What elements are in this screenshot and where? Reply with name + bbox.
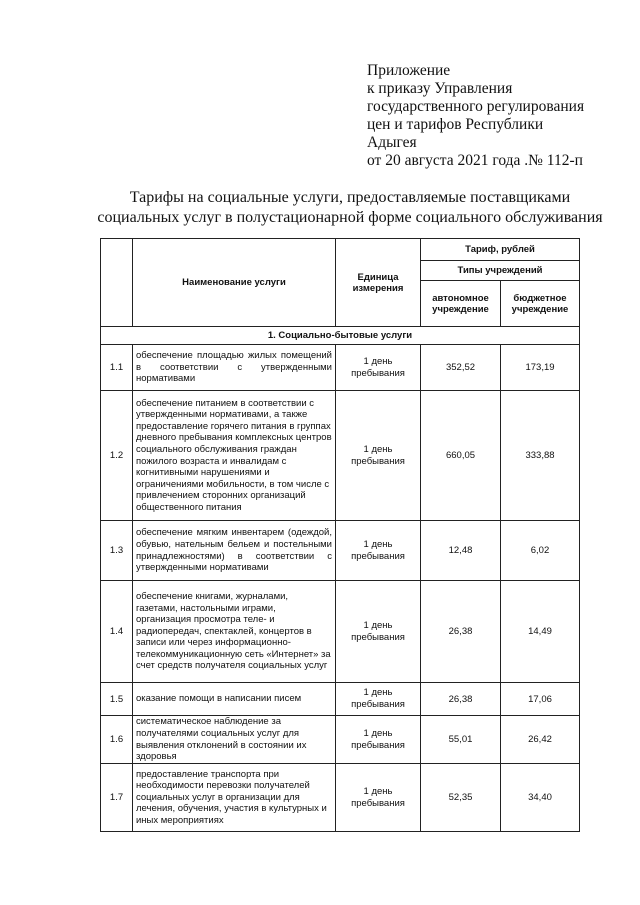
table-row: [101, 391, 580, 521]
header-name: Наименование услуги: [133, 239, 336, 327]
header-number: [101, 239, 133, 327]
row-unit: 1 день пребывания: [336, 764, 421, 832]
row-unit: 1 день пребывания: [336, 581, 421, 683]
row-autonomous-value: 12,48: [421, 521, 501, 581]
row-number: 1.5: [101, 683, 133, 716]
row-budget-value: 34,40: [501, 764, 580, 832]
row-budget-value: 17,06: [501, 683, 580, 716]
row-number: 1.7: [101, 764, 133, 832]
title-line: социальных услуг в полустационарной форме социального обслуживания: [97, 209, 603, 226]
document-title: [80, 188, 620, 228]
row-budget-value: 173,19: [501, 345, 580, 391]
row-number: 1.1: [101, 345, 133, 391]
row-budget-value: 6,02: [501, 521, 580, 581]
appendix-line: к приказу Управления: [367, 80, 513, 97]
header-types: Типы учреждений: [421, 261, 580, 281]
row-autonomous-value: 55,01: [421, 716, 501, 764]
row-service-name: предоставление транспорта при необходимости перевозки получателей социальных услуг в организации для лечения, обучения, участия в культурных и иных мероприятиях: [133, 764, 336, 832]
appendix-line: цен и тарифов Республики: [367, 116, 544, 133]
appendix-block: [367, 62, 629, 170]
table-row: [101, 764, 580, 832]
row-service-name: обеспечение питанием в соответствии с утвержденными нормативами, а также предоставление горячего питания в группах дневного пребывания комплексных центров социального обслуживания граждан пожилого возраста и инвалидам с когнитивными нарушениями и ограничениями мобильности, в том числе с привлечением сторонних организаций общественного питания: [133, 391, 336, 521]
row-budget-value: 333,88: [501, 391, 580, 521]
row-budget-value: 26,42: [501, 716, 580, 764]
row-number: 1.2: [101, 391, 133, 521]
row-autonomous-value: 26,38: [421, 683, 501, 716]
appendix-line: Адыгея: [367, 134, 417, 151]
row-autonomous-value: 52,35: [421, 764, 501, 832]
row-number: 1.4: [101, 581, 133, 683]
section-title: 1. Социально-бытовые услуги: [101, 327, 580, 345]
row-autonomous-value: 352,52: [421, 345, 501, 391]
table-row: [101, 345, 580, 391]
row-service-name: оказание помощи в написании писем: [133, 683, 336, 716]
row-budget-value: 14,49: [501, 581, 580, 683]
row-service-name: обеспечение мягким инвентарем (одеждой, обувью, нательным бельем и постельными принадлежностями) в соответствии с утвержденными нормативами: [133, 521, 336, 581]
row-unit: 1 день пребывания: [336, 683, 421, 716]
row-service-name: систематическое наблюдение за получателями социальных услуг для выявления отклонений в состоянии их здоровья: [133, 716, 336, 764]
header-tariff: Тариф, рублей: [421, 239, 580, 261]
tariff-table: [100, 238, 580, 832]
row-autonomous-value: 660,05: [421, 391, 501, 521]
row-number: 1.3: [101, 521, 133, 581]
section-row: [101, 327, 580, 345]
appendix-line: от 20 августа 2021 года .№ 112-п: [367, 152, 583, 169]
appendix-line: государственного регулирования: [367, 98, 585, 115]
appendix-line: Приложение: [367, 62, 451, 79]
row-unit: 1 день пребывания: [336, 521, 421, 581]
row-service-name: обеспечение площадью жилых помещений в соответствии с утвержденными нормативами: [133, 345, 336, 391]
table-row: [101, 716, 580, 764]
row-number: 1.6: [101, 716, 133, 764]
row-service-name: обеспечение книгами, журналами, газетами, настольными играми, организация просмотра теле- и радиопередач, спектаклей, концертов в записи или через информационно-телекоммуникационную сеть «Интернет» за счет средств получателя социальных услуг: [133, 581, 336, 683]
header-budget: бюджетное учреждение: [501, 281, 580, 327]
title-line: Тарифы на социальные услуги, предоставляемые поставщиками: [129, 189, 571, 206]
table-row: [101, 521, 580, 581]
table-row: [101, 683, 580, 716]
row-autonomous-value: 26,38: [421, 581, 501, 683]
row-unit: 1 день пребывания: [336, 345, 421, 391]
table-row: [101, 581, 580, 683]
header-unit: Единица измерения: [336, 239, 421, 327]
header-autonomous: автономное учреждение: [421, 281, 501, 327]
row-unit: 1 день пребывания: [336, 716, 421, 764]
row-unit: 1 день пребывания: [336, 391, 421, 521]
